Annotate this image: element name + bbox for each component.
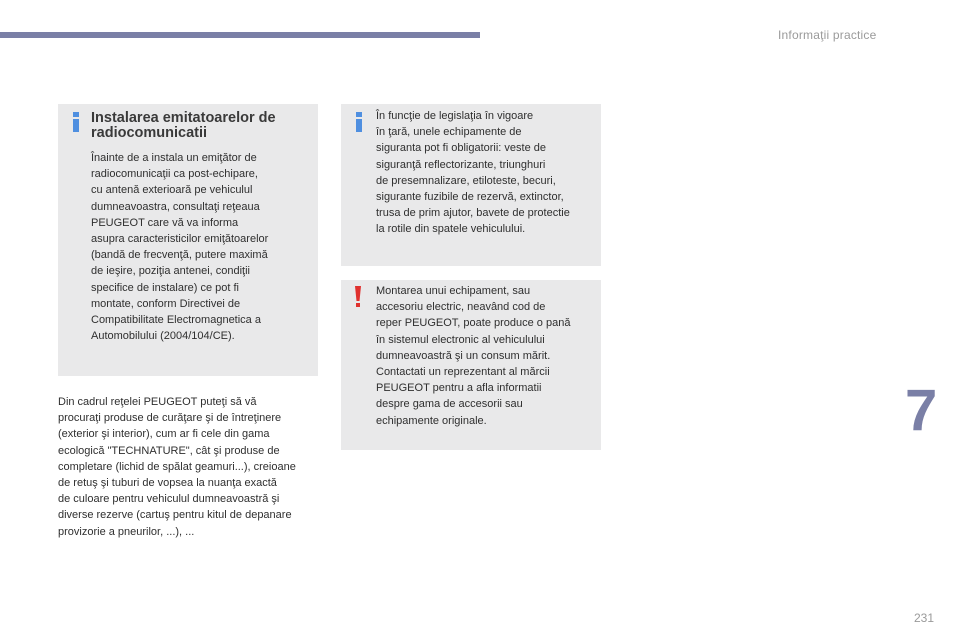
text-line: Contactati un reprezentant al mărcii [376, 366, 550, 379]
info-box-radio-transmitters [58, 104, 318, 376]
section-title: Informaţii practice [778, 28, 877, 42]
text-line: accesoriu electric, neavând cod de [376, 301, 546, 314]
text-line: cu antenă exterioară pe vehiculul [91, 184, 253, 197]
text-line: de retuş şi tuburi de vopsea la nuanţa exactă [58, 477, 277, 490]
text-line: Din cadrul reţelei PEUGEOT puteţi să vă [58, 396, 257, 408]
info-icon [353, 112, 365, 132]
text-line: PEUGEOT pentru a afla informatii [376, 382, 542, 395]
text-line: asupra caracteristicilor emiţătoarelor [91, 233, 269, 246]
accessories-paragraph [58, 394, 320, 540]
box-body-text [376, 108, 598, 238]
header-accent-bar [0, 32, 480, 38]
text-line: reper PEUGEOT, poate produce o pană [376, 317, 571, 330]
text-line: completare (lichid de spălat geamuri...), creioane [58, 460, 296, 473]
text-line: provizorie a pneurilor, ...), ... [58, 525, 195, 538]
text-line: PEUGEOT care vă va informa [91, 216, 239, 229]
text-line: diverse rezerve (cartuş pentru kitul de depanare [58, 509, 292, 522]
text-line: specifice de instalare) ce pot fi [91, 281, 239, 294]
chapter-number: 7 [905, 378, 938, 443]
text-line: despre gama de accesorii sau [376, 398, 523, 411]
box-title-line: radiocomunicatii [91, 125, 208, 141]
text-line: În funcţie de legislaţia în vigoare [376, 110, 534, 122]
text-line: siguranta pot fi obligatorii: veste de [376, 142, 546, 155]
box-title-line: Instalarea emitatoarelor de [91, 110, 276, 126]
text-line: sigurante fuzibile de rezervă, extinctor, [376, 191, 564, 204]
text-line: Compatibilitate Electromagnetica a [91, 314, 261, 327]
text-line: procuraţi produse de curăţare şi de întreţinere [58, 412, 282, 425]
text-line: în ţară, unele echipamente de [376, 126, 522, 139]
text-line: de presemnalizare, etiloteste, becuri, [376, 174, 556, 187]
text-line: Automobilului (2004/104/CE). [91, 330, 235, 343]
text-line: dumneavoastra, consultaţi reţeaua [91, 200, 260, 213]
page-number: 231 [914, 611, 935, 625]
box-title [91, 111, 313, 141]
text-line: siguranţă reflectorizante, triunghuri [376, 158, 546, 171]
warning-box-electrical-accessories [341, 280, 601, 450]
exclamation-icon [353, 286, 363, 308]
text-line: (bandă de frecvenţă, putere maximă [91, 249, 268, 262]
text-line: montate, conform Directivei de [91, 297, 241, 310]
text-line: Înainte de a instala un emiţător de [91, 152, 257, 164]
info-box-legal-equipment [341, 104, 601, 266]
text-line: trusa de prim ajutor, bavete de protectie [376, 207, 570, 220]
text-line: echipamente originale. [376, 414, 487, 427]
box-body-text [376, 283, 598, 429]
text-line: (exterior şi interior), cum ar fi cele din gama [58, 428, 270, 441]
text-line: ecologică "TECHNATURE", cât şi produse de [58, 444, 280, 457]
text-line: de ieşire, poziţia antenei, condiţii [91, 265, 250, 278]
text-line: dumneavoastră şi un consum mărit. [376, 349, 551, 362]
text-line: la rotile din spatele vehiculului. [376, 223, 526, 236]
text-line: Montarea unui echipament, sau [376, 285, 531, 297]
text-line: radiocomunicaţii ca post-echipare, [91, 168, 258, 181]
info-icon [70, 112, 82, 132]
text-line: în sistemul electronic al vehiculului [376, 333, 545, 346]
text-line: de culoare pentru vehiculul dumneavoastră şi [58, 493, 280, 506]
box-body-text [91, 150, 313, 344]
